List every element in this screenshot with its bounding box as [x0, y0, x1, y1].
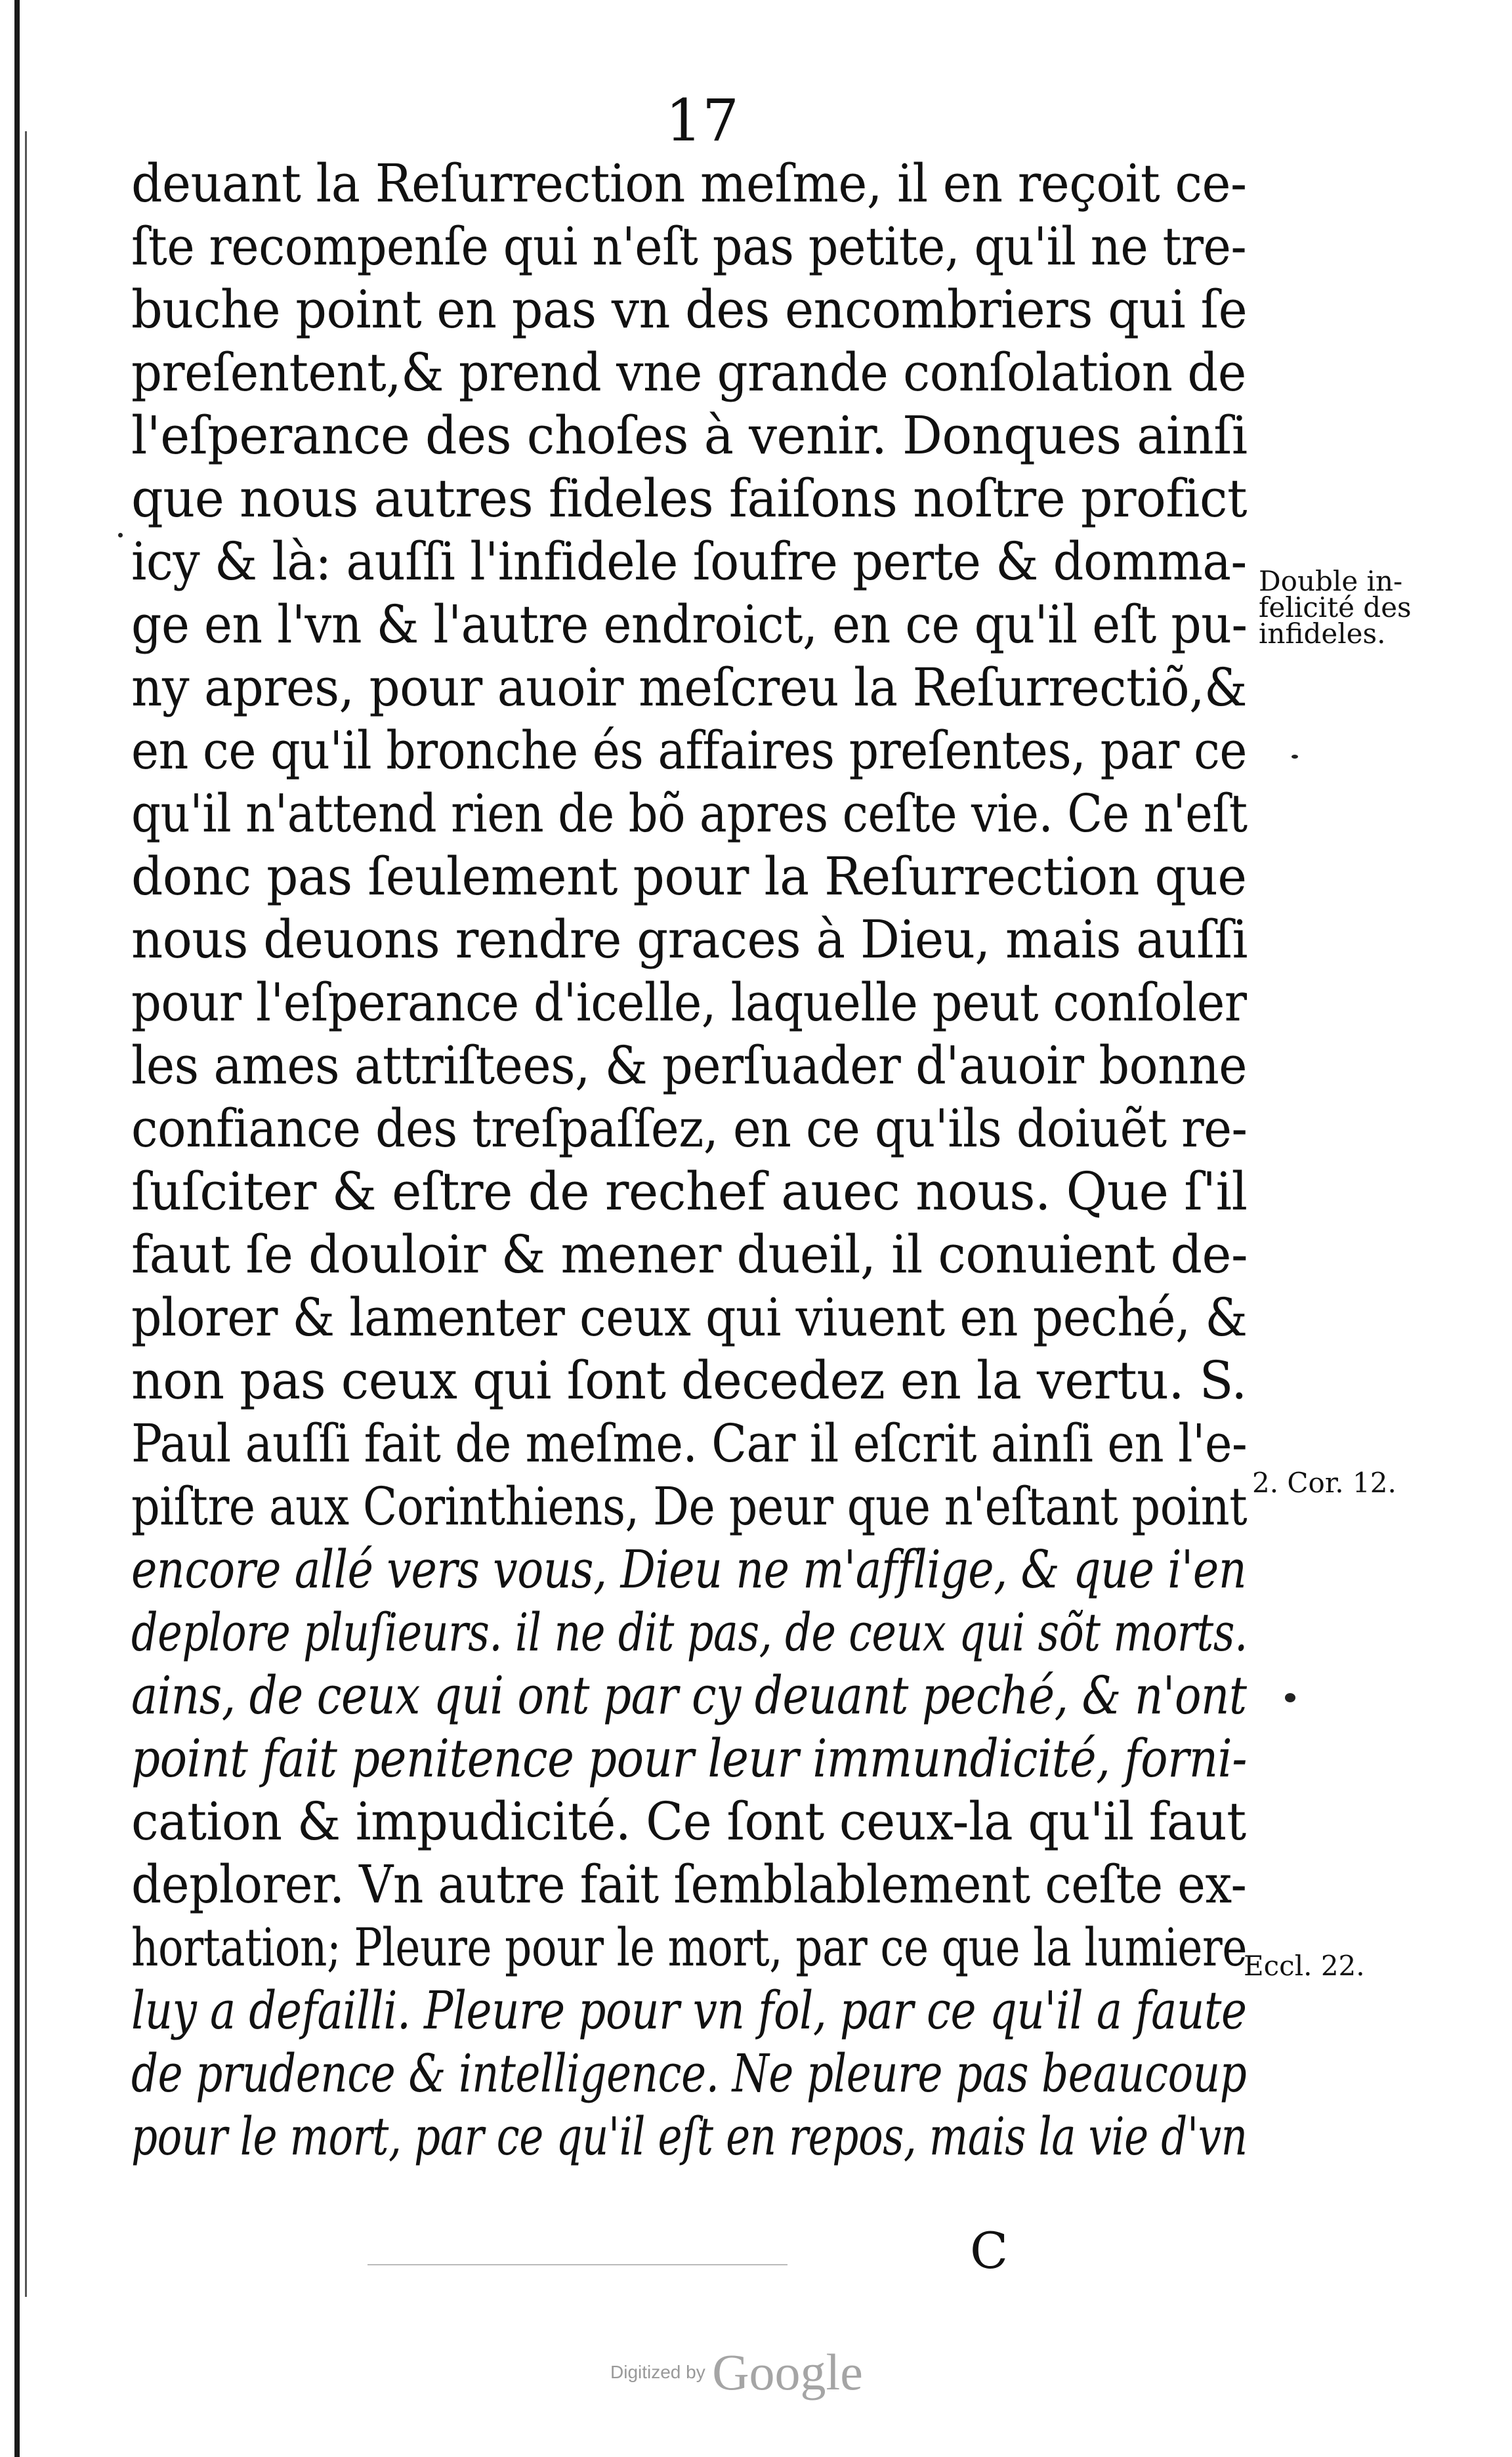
margin-note-line: Double in-	[1259, 565, 1403, 597]
text-line: cation & impudicité. Ce ſont ceux-la qu'il faut	[131, 1791, 1246, 1852]
text-line: ge en l'vn & l'autre endroict, en ce qu'il eſt pu-	[131, 594, 1248, 655]
text-line: donc pas ſeulement pour la Reſurrection que	[131, 846, 1247, 907]
text-line: luy a defailli. Pleure pour vn fol, par ce qu'il a faute	[131, 1980, 1247, 2041]
text-line: en ce qu'il bronche és affaires preſentes, par ce	[131, 720, 1248, 781]
binding-edge	[14, 0, 20, 2457]
text-line: plorer & lamenter ceux qui viuent en peché, &	[131, 1287, 1248, 1348]
text-line: que nous autres fideles faiſons noſtre profict	[131, 468, 1248, 529]
text-line: qu'il n'attend rien de bõ apres ceſte vie. Ce n'eſt	[131, 783, 1248, 844]
body-text	[131, 152, 1247, 2168]
text-line: confiance des treſpaſſez, en ce qu'ils doiuẽt re-	[131, 1098, 1248, 1159]
ink-speck	[1285, 1693, 1295, 1702]
google-logo: Google	[712, 2343, 863, 2401]
text-line: point fait penitence pour leur immundicité, forni-	[131, 1728, 1248, 1789]
text-line: encore allé vers vous, Dieu ne m'afflige, & que i'en	[131, 1539, 1247, 1600]
margin-note-line: Eccl. 22.	[1244, 1950, 1365, 1982]
text-line: pour l'eſperance d'icelle, laquelle peut conſoler	[131, 972, 1247, 1033]
text-line: icy & là: auſſi l'infidele ſoufre perte & domma-	[131, 531, 1247, 592]
margin-note-corinthians	[1252, 1467, 1396, 1499]
ink-speck	[118, 533, 123, 537]
text-line: de prudence & intelligence. Ne pleure pas beaucoup	[131, 2043, 1247, 2104]
text-line: l'eſperance des choſes à venir. Donques ainſi	[131, 405, 1248, 466]
text-line: ains, de ceux qui ont par cy deuant peché, & n'ont	[131, 1665, 1247, 1726]
margin-note-line: felicité des	[1259, 591, 1412, 623]
text-line: buche point en pas vn des encombriers qui ſe	[131, 279, 1248, 340]
ink-speck	[1292, 755, 1298, 759]
text-line: ſuſciter & eſtre de rechef auec nous. Que ſ'il	[131, 1161, 1248, 1222]
text-line: non pas ceux qui ſont decedez en la vertu. S.	[131, 1350, 1247, 1411]
text-line: deplorer. Vn autre fait ſemblablement ceſte ex-	[131, 1854, 1247, 1915]
text-line: preſentent,& prend vne grande conſolation de	[131, 342, 1246, 403]
text-line: faut ſe douloir & mener dueil, il conuient de-	[131, 1224, 1248, 1285]
text-line: pour le mort, par ce qu'il eſt en repos, mais la vie d'vn	[131, 2106, 1248, 2167]
text-line: ny apres, pour auoir meſcreu la Reſurrectiõ,&	[131, 657, 1248, 718]
digitized-by-label: Digitized by	[610, 2362, 705, 2382]
margin-note-line: infideles.	[1259, 618, 1386, 650]
digitization-watermark	[610, 2343, 863, 2402]
margin-note-double-infelicite	[1259, 565, 1412, 650]
text-line: deplore pluſieurs. il ne dit pas, de ceux qui sõt morts.	[131, 1602, 1248, 1663]
margin-note-line: 2. Cor. 12.	[1252, 1467, 1396, 1499]
text-line: les ames attriſtees, & perſuader d'auoir bonne	[131, 1035, 1248, 1096]
signature-mark: C	[970, 2221, 1009, 2280]
text-line: nous deuons rendre graces à Dieu, mais auſſi	[131, 909, 1248, 970]
text-line: deuant la Reſurrection meſme, il en reçoit ce-	[131, 153, 1247, 214]
text-line: piſtre aux Corinthiens, De peur que n'eſtant point	[131, 1476, 1248, 1537]
text-line: hortation; Pleure pour le mort, par ce que la lumiere	[131, 1917, 1248, 1978]
text-line: Paul auſſi fait de meſme. Car il eſcrit ainſi en l'e-	[131, 1413, 1248, 1474]
page-number: 17	[665, 87, 739, 154]
margin-note-ecclesiasticus	[1244, 1950, 1365, 1982]
footer-divider	[368, 2264, 788, 2265]
text-line: ſte recompenſe qui n'eſt pas petite, qu'il ne tre-	[131, 216, 1247, 277]
binding-shadow	[25, 131, 27, 2297]
